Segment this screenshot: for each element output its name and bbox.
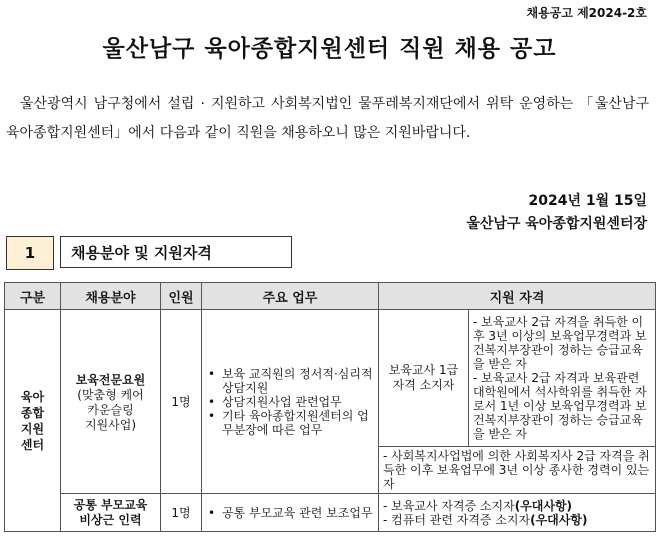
recruitment-table [4,282,656,532]
qualification-label: 보육교사 1급 자격 소지자 [379,310,469,447]
duty-item: • 보육 교직원의 정서적·심리적 상담지원 [218,367,374,395]
preference-note: (우대사항) [514,498,573,513]
duties-cell [202,310,379,494]
count-cell-2: 1명 [161,494,202,532]
count-cell: 1명 [161,310,202,494]
section-title: 채용분야 및 지원자격 [60,236,292,268]
division-cell: 육아 종합 지원 센터 [5,310,61,532]
qualification-extra: - 사회복지사업법에 의한 사회복지사 2급 자격을 취득한 이후 보육업무에 3년 이상 종사한 경력이 있는 자 [379,447,656,494]
header-qualification: 지원 자격 [379,283,656,310]
field-cell [61,310,161,494]
duty-item: • 상담지원사업 관련업무 [218,395,374,409]
intro-paragraph: 울산광역시 남구청에서 설립 · 지원하고 사회복지법인 물푸레복지재단에서 위탁 운영하는 「울산남구 육아종합지원센터」에서 다음과 같이 직원을 채용하오니 많은 지원바랍니다. [6,96,649,141]
header-field: 채용분야 [61,283,161,310]
header-count: 인원 [161,283,202,310]
field-title: 보육전문요원 [75,372,146,387]
qualification-line: - 보육교사 자격증 소지자(우대사항) [383,498,573,513]
qualification-item: - 보육교사 2급 자격과 보육관련 대학원에서 석사학위를 취득한 자로서 1년 이상 보육업무경력과 보건복지부장관이 정하는 승급교육을 받은 자 [473,371,647,441]
table-row [5,310,656,447]
header-division: 구분 [5,283,61,310]
table-row [5,494,656,532]
field-subtitle: (맞춤형 케어 카운슬링 지원사업) [77,387,144,432]
duties-cell-2 [202,494,379,532]
field-cell-2: 공통 부모교육 비상근 인력 [61,494,161,532]
page-title: 울산남구 육아종합지원센터 직원 채용 공고 [102,36,557,62]
table-header-row [5,283,656,310]
preference-note: (우대사항) [530,512,588,527]
qualification-detail [469,310,656,447]
announcement-date-block [466,190,647,236]
announcement-date: 2024년 1월 15일 [528,193,647,209]
qualification-line: - 컴퓨터 관련 자격증 소지자(우대사항) [383,512,588,527]
document-number: 채용공고 제2024-2호 [526,6,647,20]
issuer: 울산남구 육아종합지원센터장 [466,216,647,232]
header-duties: 주요 업무 [202,283,379,310]
duty-item: • 공통 부모교육 관련 보조업무 [218,506,374,520]
qualification-item: - 보육교사 2급 자격을 취득한 이후 3년 이상의 보육업무경력과 보건복지부장관이 정하는 승급교육을 받은 자 [473,315,647,371]
section-number: 1 [6,236,54,270]
qualification-cell-2 [379,494,656,532]
duty-item: • 기타 육아종합지원센터의 업무분장에 따른 업무 [218,409,374,437]
